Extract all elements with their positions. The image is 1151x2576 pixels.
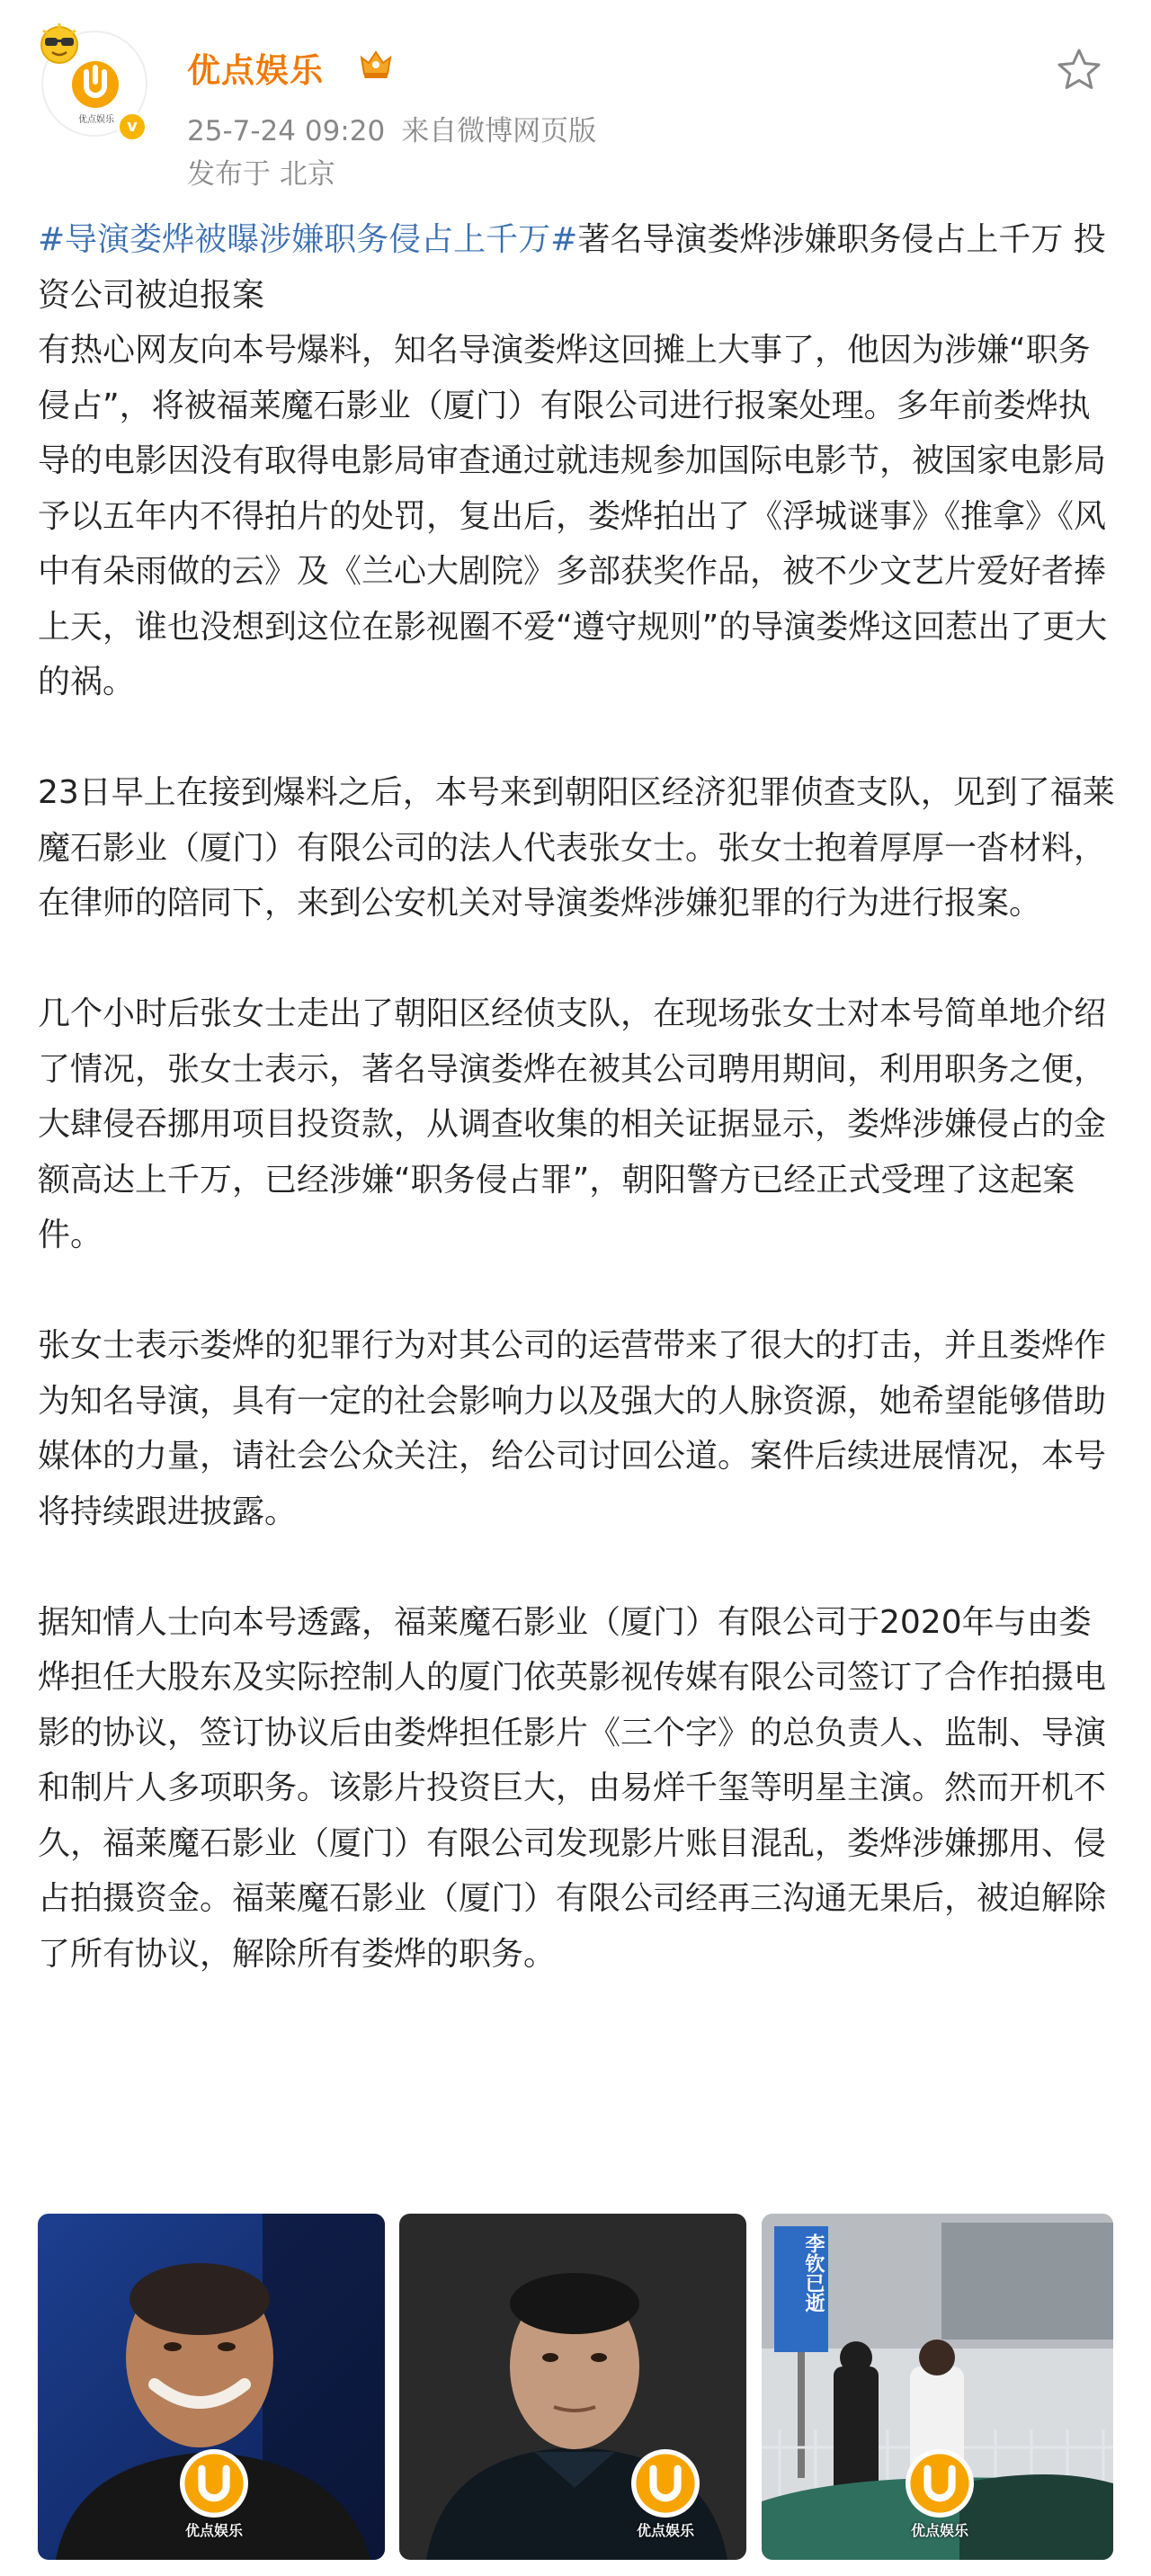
- watermark: [897, 2449, 983, 2548]
- headline-text: 著名导演娄烨涉嫌职务侵占上千万 投资公司被迫报案: [38, 221, 1106, 314]
- post-source[interactable]: 来自微博网页版: [401, 115, 597, 147]
- paragraph-1: 有热心网友向本号爆料，知名导演娄烨这回摊上大事了，他因为涉嫌“职务侵占”，将被福莱魔石影业（厦门）有限公司进行报案处理。多年前娄烨执导的电影因没有取得电影局审查通过就违规参加国际电影节，被国家电影局予以五年内不得拍片的处罚，复出后，娄烨拍出了《浮城谜事》《推拿》《风中有朵雨做的云》及《兰心大剧院》多部获奖作品，被不少文艺片爱好者捧上天，谁也没想到这位在影视圈不爱“遵守规则”的导演娄烨这回惹出了更大的祸。: [38, 332, 1108, 700]
- post-headline: [38, 212, 1117, 323]
- photo-3[interactable]: [762, 2214, 1113, 2560]
- watermark: [171, 2449, 257, 2548]
- favorite-star-icon[interactable]: [1054, 45, 1104, 95]
- watermark: [622, 2449, 709, 2548]
- street-sign-text: 李钦已逝: [802, 2233, 825, 2313]
- post-meta: [187, 108, 612, 148]
- watermark-text: 优点娱乐: [184, 2522, 243, 2539]
- sunglasses-emoji-icon: [34, 20, 85, 67]
- brand-logo-icon: [70, 59, 120, 110]
- paragraph-3: 几个小时后张女士走出了朝阳区经侦支队，在现场张女士对本号简单地介绍了情况，张女士表示，著名导演娄烨在被其公司聘用期间，利用职务之便，大肆侵吞挪用项目投资款，从调查收集的相关证据显示，娄烨涉嫌侵占的金额高达上千万，已经涉嫌“职务侵占罪”，朝阳警方已经正式受理了这起案件。: [38, 995, 1107, 1253]
- post-body: [38, 212, 1117, 1982]
- paragraph-5: 据知情人士向本号透露，福莱魔石影业（厦门）有限公司于2020年与由娄烨担任大股东及实际控制人的厦门依英影视传媒有限公司签订了合作拍摄电影的协议，签订协议后由娄烨担任影片《三个字》的总负责人、监制、导演和制片人多项职务。该影片投资巨大，由易烊千玺等明星主演。然而开机不久，福莱魔石影业（厦门）有限公司发现影片账目混乱，娄烨涉嫌挪用、侵占拍摄资金。福莱魔石影业（厦门）有限公司经再三沟通无果后，被迫解除了所有协议，解除所有娄烨的职务。: [38, 1603, 1107, 1973]
- photo-2[interactable]: [399, 2214, 746, 2560]
- post-location: 发布于 北京: [187, 158, 335, 191]
- image-grid: [38, 2214, 1113, 2560]
- avatar-logo-text: 优点娱乐: [78, 115, 114, 125]
- post-header: [0, 0, 1151, 193]
- watermark-text: 优点娱乐: [910, 2522, 968, 2539]
- verified-badge-icon: v: [117, 111, 147, 142]
- author-avatar[interactable]: [34, 20, 151, 146]
- hashtag-link[interactable]: #导演娄烨被曝涉嫌职务侵占上千万#: [38, 221, 578, 258]
- vip-crown-icon[interactable]: [356, 45, 396, 81]
- post-date: 25-7-24 09:20: [187, 115, 386, 147]
- paragraph-2: 23日早上在接到爆料之后，本号来到朝阳区经济犯罪侦查支队，见到了福莱魔石影业（厦门）有限公司的法人代表张女士。张女士抱着厚厚一沓材料，在律师的陪同下，来到公安机关对导演娄烨涉嫌犯罪的行为进行报案。: [38, 774, 1115, 922]
- author-name[interactable]: 优点娱乐: [187, 51, 324, 90]
- photo-1[interactable]: [38, 2214, 385, 2560]
- paragraph-4: 张女士表示娄烨的犯罪行为对其公司的运营带来了很大的打击，并且娄烨作为知名导演，具有一定的社会影响力以及强大的人脉资源，她希望能够借助媒体的力量，请社会公众关注，给公司讨回公道。案件后续进展情况，本号将持续跟进披露。: [38, 1327, 1107, 1530]
- watermark-text: 优点娱乐: [636, 2522, 694, 2539]
